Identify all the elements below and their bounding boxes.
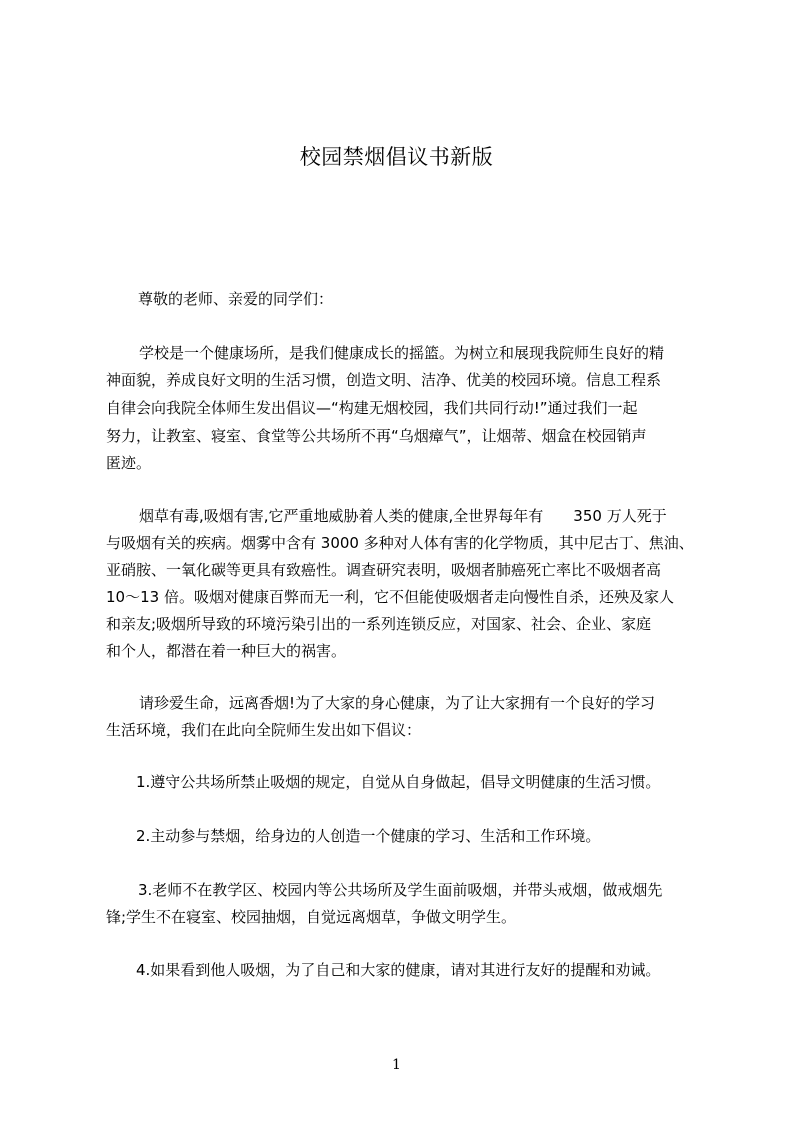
proposal-line: 3.老师不在教学区、校园内等公共场所及学生面前吸烟，并带头戒烟，做戒烟先 (138, 881, 663, 899)
paragraph-line: 神面貌，养成良好文明的生活习惯，创造文明、洁净、优美的校园环境。信息工程系 (106, 371, 662, 389)
paragraph-line: 努力，让教室、寝室、食堂等公共场所不再“乌烟瘴气”，让烟蒂、烟盒在校园销声 (106, 427, 647, 445)
paragraph-line: 匿迹。 (106, 454, 152, 472)
proposal-item-1: 1.遵守公共场所禁止吸烟的规定，自觉从自身做起，倡导文明健康的生活习惯。 (136, 773, 661, 791)
page-number: 1 (392, 1057, 401, 1073)
paragraph-line: 和亲友;吸烟所导致的环境污染引出的一系列连锁反应，对国家、社会、企业、家庭 (106, 615, 652, 633)
document-title: 校园禁烟倡议书新版 (299, 145, 494, 169)
paragraph-line: 生活环境，我们在此向全院师生发出如下倡议： (106, 721, 422, 739)
paragraph-line: 与吸烟有关的疾病。烟雾中含有 3000 多种对人体有害的化学物质，其中尼古丁、焦油、 (106, 534, 694, 552)
paragraph-line: 10～13 倍。吸烟对健康百弊而无一利，它不但能使吸烟者走向慢性自杀，还殃及家人 (106, 588, 674, 606)
paragraph-line: 烟草有毒,吸烟有害,它严重地威胁着人类的健康,全世界每年有 350 万人死于 (139, 507, 667, 525)
proposal-item-4: 4.如果看到他人吸烟，为了自己和大家的健康，请对其进行友好的提醒和劝诫。 (136, 961, 661, 979)
proposal-line: 锋;学生不在寝室、校园抽烟，自觉远离烟草，争做文明学生。 (106, 908, 517, 926)
paragraph-line: 自律会向我院全体师生发出倡议—“构建无烟校园，我们共同行动!”通过我们一起 (106, 399, 638, 417)
proposal-item-2: 2.主动参与禁烟，给身边的人创造一个健康的学习、生活和工作环境。 (136, 827, 601, 845)
paragraph-line: 学校是一个健康场所，是我们健康成长的摇篮。为树立和展现我院师生良好的精 (139, 344, 665, 362)
paragraph-line: 亚硝胺、一氧化碳等更具有致癌性。调查研究表明，吸烟者肺癌死亡率比不吸烟者高 (106, 561, 662, 579)
salutation: 尊敬的老师、亲爱的同学们： (138, 290, 334, 308)
paragraph-line: 请珍爱生命，远离香烟!为了大家的身心健康，为了让大家拥有一个良好的学习 (139, 694, 656, 712)
paragraph-line: 和个人，都潜在着一种巨大的祸害。 (106, 642, 347, 660)
